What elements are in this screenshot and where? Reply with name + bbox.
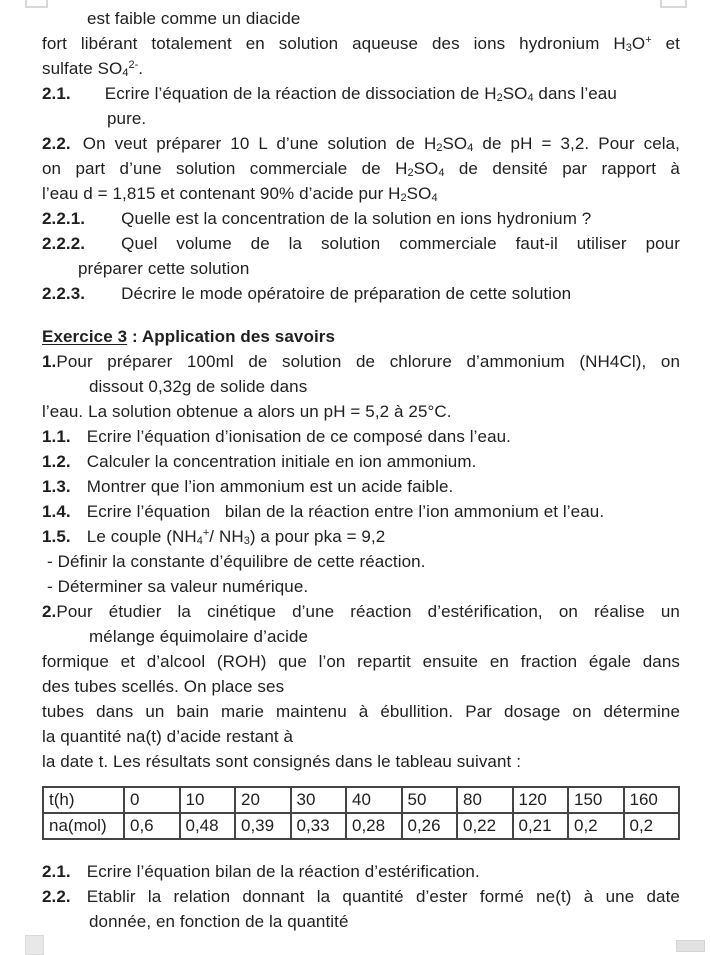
text-line [42,181,680,206]
crop-handle-top-right[interactable] [660,0,687,8]
table-cell: 0,48 [180,813,236,839]
table-cell: 120 [513,787,569,813]
text-segment: 2. [42,602,57,621]
text-segment: Quel volume de la solution commerciale faut-il utiliser pour [121,234,680,253]
text-segment: SO [413,159,439,178]
text-segment: Montrer que l’ion ammonium est un acide faible. [86,477,454,496]
text-line [42,674,680,699]
text-segment: 2.1. [42,862,71,881]
document-body [42,6,680,934]
tab-gap [71,466,87,467]
text-segment: : Application des savoirs [127,327,336,346]
table-cell: 0,6 [124,813,180,839]
text-line [42,6,680,31]
tab-gap [71,98,105,99]
text-line [42,349,680,374]
text-line [42,324,680,349]
text-line [42,749,680,774]
text-segment: 2.2. [42,887,71,906]
text-line [42,499,680,524]
crop-handle-top-left[interactable] [25,0,48,8]
text-line [42,909,680,934]
text-line [42,549,680,574]
tab-gap [71,901,87,902]
text-line [42,281,680,306]
table-cell: 0,21 [513,813,569,839]
text-segment: O [631,34,646,53]
table-cell: 50 [402,787,458,813]
text-line [42,449,680,474]
text-segment: l’eau. La solution obtenue a alors un pH = 5,2 à 25°C. [42,402,452,421]
text-segment: 3 [243,535,250,547]
text-segment: 4 [438,167,445,179]
text-segment: - Définir la constante d’équilibre de cette réaction. [47,552,426,571]
text-segment: 2.2.3. [42,284,86,303]
text-line [42,599,680,624]
tab-gap [71,541,87,542]
table-cell: 40 [346,787,402,813]
text-segment: Décrire le mode opératoire de préparation de cette solution [121,284,572,303]
text-line [42,859,680,884]
text-segment: 4 [431,192,438,204]
text-line [42,106,680,131]
tab-gap [85,248,121,249]
tab-gap [85,298,121,299]
table-cell: 0,33 [291,813,347,839]
text-segment: Ecrire l’équation bilan de la réaction d’estérification. [86,862,480,881]
text-segment: on part d’une solution commerciale de H [42,159,408,178]
text-segment: 2- [128,59,139,71]
text-segment: . [138,59,144,78]
text-segment: SO [406,184,432,203]
text-segment: 1.5. [42,527,71,546]
crop-handle-bottom-right[interactable] [676,940,705,952]
table-row [43,813,679,839]
text-segment: SO [502,84,528,103]
text-segment: sulfate SO [42,59,123,78]
text-line [42,424,680,449]
text-segment: SO [442,134,468,153]
table-cell: 20 [235,787,291,813]
tab-gap [71,148,83,149]
text-line [42,56,680,81]
text-segment: + [202,527,210,539]
text-segment: tubes dans un bain marie maintenu à ébullition. Par dosage on détermine [42,702,680,721]
table-cell: 30 [291,787,347,813]
text-segment: Pour préparer 100ml de solution de chlorure d’ammonium (NH4Cl), on [56,352,680,371]
tab-gap [71,491,87,492]
text-segment: 2 [496,92,503,104]
text-segment: 2 [436,142,443,154]
text-segment: mélange équimolaire d’acide [89,627,309,646]
tab-gap [71,876,87,877]
text-segment: formique et d’alcool (ROH) que l’on repartit ensuite en fraction égale dans [42,652,680,671]
text-segment: Calculer la concentration initiale en ion ammonium. [86,452,477,471]
text-segment: et [651,34,680,53]
crop-handle-bottom-left[interactable] [25,935,44,955]
table-cell: 0,28 [346,813,402,839]
text-segment: On veut préparer 10 L d’une solution de H [82,134,437,153]
text-segment: pure. [107,109,147,128]
table-cell: 160 [624,787,680,813]
text-line [42,649,680,674]
text-line [42,474,680,499]
tab-gap [85,223,121,224]
text-segment: des tubes scellés. On place ses [42,677,285,696]
text-segment: Ecrire l’équation bilan de la réaction entre l’ion ammonium et l’eau. [86,502,605,521]
text-segment: 2.2.1. [42,209,86,228]
text-segment: Etablir la relation donnant la quantité d’ester formé ne(t) à une date [86,887,680,906]
text-segment: préparer cette solution [78,259,250,278]
text-segment: l’eau d = 1,815 et contenant 90% d’acide pur H [42,184,401,203]
text-segment: 2.1. [42,84,71,103]
text-segment: 2.2. [42,134,71,153]
text-segment: - Déterminer sa valeur numérique. [47,577,309,596]
text-segment: Ecrire l’équation d’ionisation de ce composé dans l’eau. [86,427,512,446]
text-segment: 4 [196,535,203,547]
text-segment: + [645,34,652,46]
text-line [42,206,680,231]
text-segment: de densité par rapport à [444,159,680,178]
text-segment: ) a pour pka = 9,2 [249,527,386,546]
text-line [42,31,680,56]
text-segment: 2 [400,192,407,204]
text-segment: de pH = 3,2. Pour cela, [473,134,681,153]
text-segment: Ecrire l’équation de la réaction de dissociation de H [104,84,497,103]
text-segment: 1.3. [42,477,71,496]
text-segment: 1.1. [42,427,71,446]
table-cell: 0,2 [624,813,680,839]
text-line [42,231,680,256]
text-line [42,724,680,749]
blank-line [42,306,680,324]
text-line [42,624,680,649]
text-segment: dans l’eau [533,84,617,103]
text-segment: 1.4. [42,502,71,521]
text-line [42,699,680,724]
text-segment: 4 [122,67,129,79]
text-segment: Le couple (NH [86,527,197,546]
table-cell: 0,22 [457,813,513,839]
text-line [42,374,680,399]
text-segment: Exercice 3 [42,327,128,346]
table-cell: 0 [124,787,180,813]
text-line [42,131,680,156]
text-line [42,524,680,549]
text-line [42,399,680,424]
table-cell: na(mol) [43,813,124,839]
table-cell: 0,26 [402,813,458,839]
text-line [42,156,680,181]
table-cell: 150 [568,787,624,813]
text-segment: fort libérant totalement en solution aqueuse des ions hydronium H [42,34,626,53]
tab-gap [71,441,87,442]
table-cell: t(h) [43,787,124,813]
text-segment: la date t. Les résultats sont consignés dans le tableau suivant : [42,752,522,771]
table-cell: 0,39 [235,813,291,839]
text-segment: 4 [527,92,534,104]
text-segment: 2 [407,167,414,179]
tab-gap [71,516,87,517]
results-table [42,786,680,840]
table-row [43,787,679,813]
text-segment: donnée, en fonction de la quantité [89,912,349,931]
text-segment: 3 [625,42,632,54]
text-segment: dissout 0,32g de solide dans [89,377,308,396]
text-segment: 4 [467,142,474,154]
text-segment: Quelle est la concentration de la solution en ions hydronium ? [121,209,592,228]
text-line [42,884,680,909]
text-segment: 2.2.2. [42,234,86,253]
text-segment: la quantité na(t) d’acide restant à [42,727,294,746]
table-cell: 0,2 [568,813,624,839]
text-segment: / NH [209,527,244,546]
table-cell: 80 [457,787,513,813]
table-cell: 10 [180,787,236,813]
text-line [42,256,680,281]
text-segment: 1.2. [42,452,71,471]
text-segment: 1. [42,352,57,371]
text-segment: Pour étudier la cinétique d’une réaction d’estérification, on réalise un [56,602,680,621]
text-segment: est faible comme un diacide [87,9,301,28]
text-line [42,81,680,106]
text-line [42,574,680,599]
